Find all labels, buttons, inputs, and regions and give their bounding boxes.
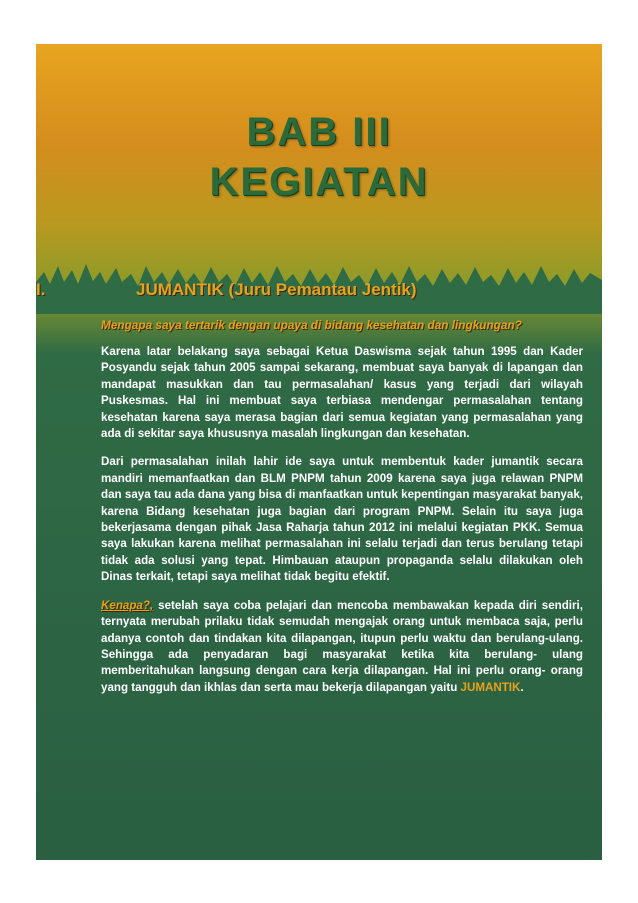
paragraph-2: Dari permasalahan inilah lahir ide saya untuk membentuk kader jumantik secara mandiri memanfaatkan dan BLM PNPM tahun 2009 karena saya juga relawan PNPM dan saya tau ada dana yang bisa di manfaatkan untuk kepentingan masyarakat banyak, karena Bidang kesehatan juga bagian dari program PNPM. Selain itu saya juga bekerjasama dengan pihak Jasa Raharja tahun 2012 ini melalui kegiatan PKK. Semua saya lakukan karena melihat permasalahan ini selalu terjadi dan terus berulang tetapi tidak ada solusi yang tepat. Himbauan ataupun propaganda selalu dilakukan oleh Dinas terkait, tetapi saya melihat tidak begitu efektif.	[101, 455, 583, 584]
paragraph-3-highlight: JUMANTIK	[460, 680, 521, 694]
paragraph-3-end: .	[520, 680, 524, 694]
paragraph-3-lead: Kenapa?,	[101, 598, 154, 612]
paragraph-1: Karena latar belakang saya sebagai Ketua Daswisma sejak tahun 1995 dan Kader Posyandu sejak tahun 2005 sampai sekarang, membuat saya banyak di lapangan dan mandapat masukkan dan tau permasalahan/ kasus yang terjadi dari wilayah Puskesmas. Hal ini membuat saya terbiasa mendengar permasalahan tentang kesehatan karena saya merasa bagian dari semua kegiatan yang permasalahan yang ada di sekitar saya khususnya masalah lingkungan dan kesehatan.	[101, 345, 583, 441]
chapter-subtitle: KEGIATAN	[209, 160, 429, 204]
section-title: JUMANTIK (Juru Pemantau Jentik)	[136, 280, 417, 299]
paragraph-3-body: setelah saya coba pelajari dan mencoba membawakan kepada diri sendiri, ternyata merubah prilaku tidak semudah mengajak orang untuk membaca saja, perlu adanya contoh dan tindakan kita dilapangan, itupun perlu waktu dan berulang-ulang. Sehingga ada penyadaran bagi masyarakat ketika kita berulang- ulang memberitahukan langsung dengan cara kerja dilapangan. Hal ini perlu orang- orang yang tangguh dan ikhlas dan serta mau bekerja dilapangan yaitu	[101, 598, 583, 694]
paragraph-3	[101, 598, 583, 696]
content-area	[101, 316, 583, 708]
question-heading: Mengapa saya tertarik dengan upaya di bidang kesehatan dan lingkungan?	[101, 318, 522, 332]
chapter-title: BAB III	[246, 110, 392, 154]
section-number: I.	[36, 280, 46, 299]
page-background	[36, 44, 602, 860]
section-heading	[36, 280, 417, 300]
